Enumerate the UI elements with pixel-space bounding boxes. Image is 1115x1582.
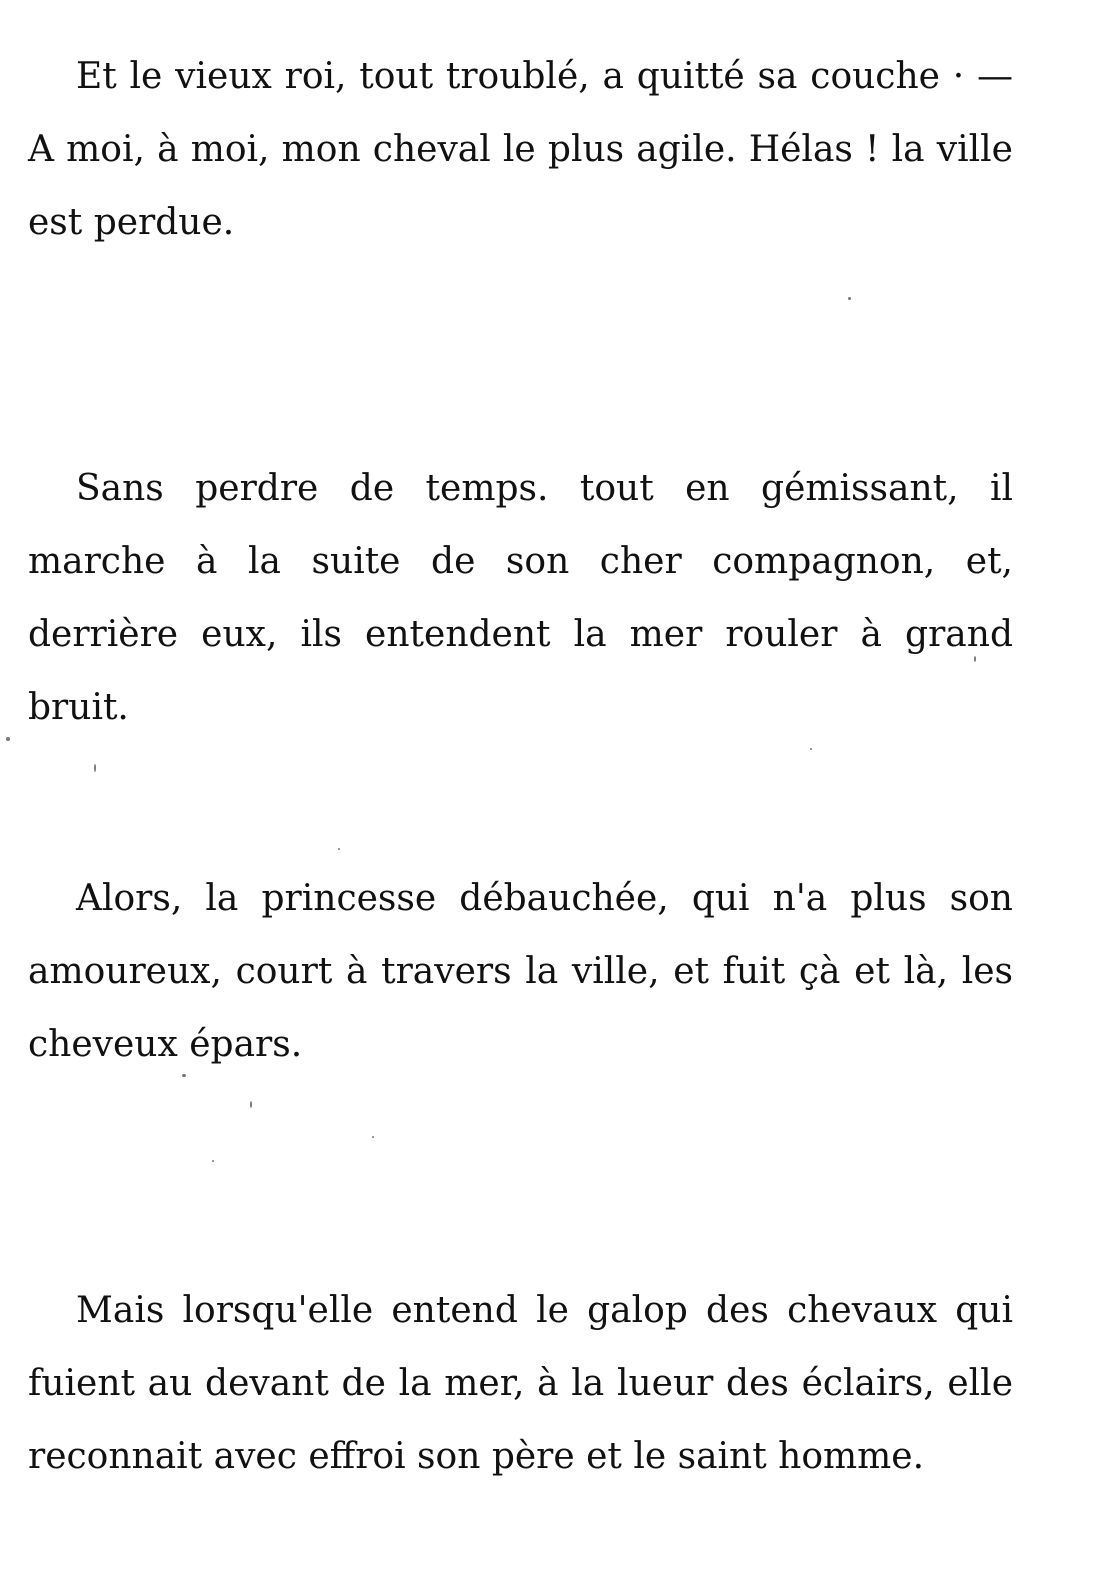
scan-speck: [182, 1074, 186, 1077]
scan-speck: [6, 737, 10, 741]
scan-speck: [212, 1160, 214, 1162]
scan-speck: [372, 1136, 374, 1138]
paragraph-2: Sans perdre de temps. tout en gémissant, il marche à la suite de son cher compagnon, et, derrière eux, ils entendent la mer rouler à grand bruit.: [28, 468, 1013, 728]
scan-speck: [848, 297, 851, 300]
scan-speck: [250, 1101, 252, 1108]
paragraph-3: Alors, la princesse débauchée, qui n'a plus son amoureux, court à travers la ville, et fuit çà et là, les cheveux épars.: [28, 878, 1013, 1065]
paragraph-4: Mais lorsqu'elle entend le galop des chevaux qui fuient au devant de la mer, à la lueur des éclairs, elle reconnait avec effroi son père et le saint homme.: [28, 1290, 1013, 1477]
scan-speck: [338, 848, 340, 850]
scan-speck: [974, 656, 976, 662]
scan-speck: [810, 748, 812, 750]
paragraph-1: Et le vieux roi, tout troublé, a quitté sa couche · — A moi, à moi, mon cheval le plus agile. Hélas ! la ville est perdue.: [28, 56, 1013, 243]
scan-speck: [94, 764, 96, 772]
